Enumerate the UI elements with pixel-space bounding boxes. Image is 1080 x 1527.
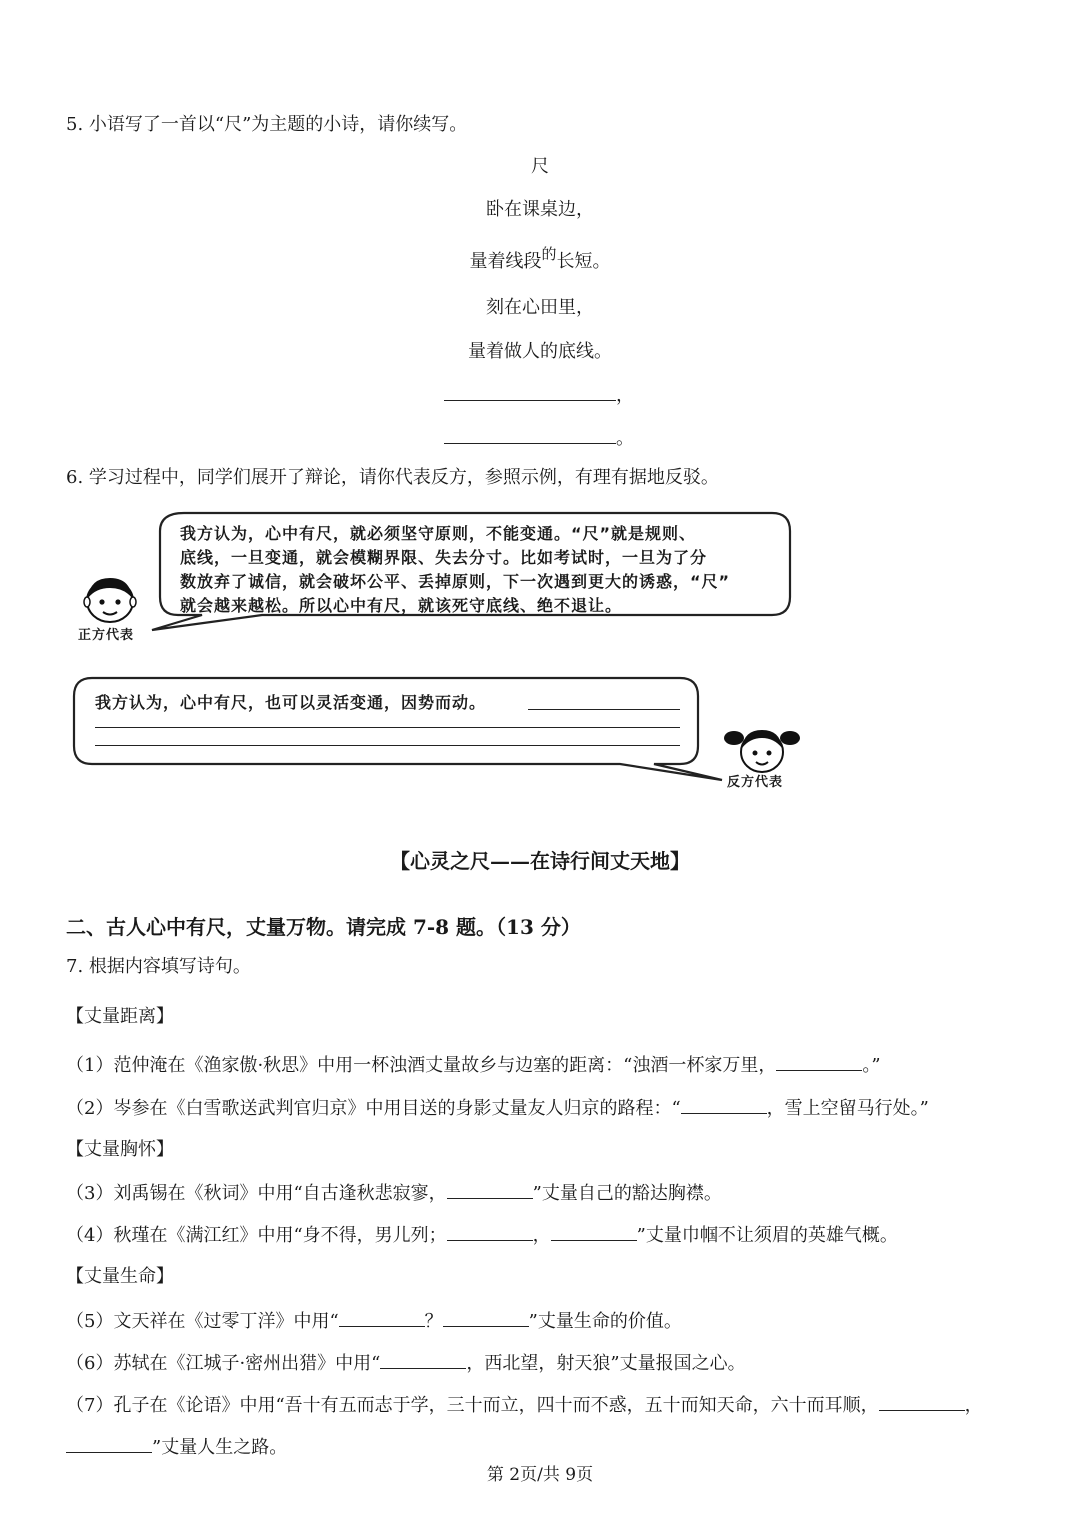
- poem-line-2-a: 量着线段: [469, 251, 542, 272]
- answer-blank[interactable]: [879, 1392, 965, 1411]
- girl-avatar-icon: [722, 724, 802, 776]
- q7-prompt: 7. 根据内容填写诗句。: [66, 956, 251, 977]
- item-6-text: （6）苏轼在《江城子·密州出猎》中用“: [66, 1353, 381, 1374]
- blank-punct: 。: [616, 428, 634, 449]
- pro-line: 就会越来越松。所以心中有尺，就该死守底线、绝不退让。: [180, 596, 623, 615]
- item-2-text: （2）岑参在《白雪歌送武判官归京》中用目送的身影丈量友人归京的路程：“: [66, 1098, 681, 1119]
- con-label: 反方代表: [727, 775, 784, 790]
- item-7-text: （7）孔子在《论语》中用“吾十有五而志于学，三十而立，四十而不惑，五十而知天命，六十而耳顺，: [66, 1395, 879, 1416]
- con-answer-blank-2[interactable]: [95, 727, 680, 728]
- item-7-sep: ，: [964, 1395, 983, 1416]
- con-text: 我方认为，心中有尺，也可以灵活变通，因势而动。: [95, 693, 487, 712]
- item-4: [66, 1222, 898, 1248]
- page-footer: 第 2页/共 9页: [486, 1465, 594, 1485]
- poem-line-2-c: 长短。: [556, 251, 611, 272]
- q5-prompt: 5. 小语写了一首以“尺”为主题的小诗，请你续写。: [66, 114, 468, 135]
- item-3-end: ”丈量自己的豁达胸襟。: [532, 1183, 722, 1204]
- item-7: [66, 1392, 983, 1418]
- category-distance: 【丈量距离】: [66, 1006, 174, 1027]
- pro-argument: [180, 522, 730, 618]
- boy-avatar-icon: [78, 574, 142, 626]
- item-1-end: 。”: [862, 1055, 881, 1076]
- item-1: [66, 1052, 881, 1078]
- answer-blank[interactable]: [444, 382, 616, 401]
- section-title: 【心灵之尺——在诗行间丈天地】: [390, 849, 690, 873]
- category-life: 【丈量生命】: [66, 1266, 174, 1287]
- con-answer-blank-3[interactable]: [95, 745, 680, 746]
- answer-blank[interactable]: [339, 1308, 425, 1327]
- category-mind: 【丈量胸怀】: [66, 1139, 174, 1160]
- con-argument: [95, 690, 486, 713]
- item-5-text: （5）文天祥在《过零丁洋》中用“: [66, 1311, 339, 1332]
- poem-line-2: [0, 245, 1080, 274]
- item-5: [66, 1308, 682, 1334]
- item-6: [66, 1350, 746, 1376]
- item-5-end: ”丈量生命的价值。: [528, 1311, 682, 1332]
- answer-blank[interactable]: [380, 1350, 466, 1369]
- answer-blank[interactable]: [681, 1095, 767, 1114]
- item-7-continued: [66, 1434, 287, 1460]
- item-2: [66, 1095, 929, 1121]
- pro-line: 底线，一旦变通，就会模糊界限、失去分寸。比如考试时，一旦为了分: [180, 548, 708, 567]
- answer-blank[interactable]: [776, 1052, 862, 1071]
- part2-heading: 二、古人心中有尺，丈量万物。请完成 7-8 题。（13 分）: [66, 915, 581, 939]
- pro-line: 数放弃了诚信，就会破坏公平、丢掉原则，下一次遇到更大的诱惑，“尺”: [180, 572, 731, 591]
- pro-label: 正方代表: [78, 628, 135, 643]
- poem-answer-line-2[interactable]: [444, 425, 634, 451]
- answer-blank[interactable]: [447, 1180, 533, 1199]
- poem-line-1: 卧在课桌边，: [486, 199, 594, 220]
- poem-line-3: 刻在心田里，: [486, 297, 594, 318]
- pro-line: 我方认为，心中有尺，就必须坚守原则，不能变通。“尺”就是规则、: [180, 524, 697, 543]
- answer-blank[interactable]: [551, 1222, 637, 1241]
- poem-title: 尺: [531, 156, 549, 177]
- con-answer-blank-1[interactable]: [528, 709, 680, 710]
- item-7-end: ”丈量人生之路。: [152, 1437, 288, 1458]
- item-3-text: （3）刘禹锡在《秋词》中用“自古逢秋悲寂寥，: [66, 1183, 447, 1204]
- answer-blank[interactable]: [447, 1222, 533, 1241]
- item-4-sep: ，: [532, 1225, 551, 1246]
- q6-prompt: 6. 学习过程中，同学们展开了辩论，请你代表反方，参照示例，有理有据地反驳。: [66, 467, 719, 488]
- answer-blank[interactable]: [443, 1308, 529, 1327]
- poem-line-4: 量着做人的底线。: [468, 341, 612, 362]
- blank-punct: ，: [616, 385, 634, 406]
- item-5-sep: ？: [424, 1311, 443, 1332]
- item-4-text: （4）秋瑾在《满江红》中用“身不得，男儿列；: [66, 1225, 447, 1246]
- answer-blank[interactable]: [66, 1434, 152, 1453]
- poem-answer-line-1[interactable]: [444, 382, 634, 408]
- item-4-end: ”丈量巾帼不让须眉的英雄气概。: [636, 1225, 898, 1246]
- item-6-end: ，西北望，射天狼”丈量报国之心。: [466, 1353, 746, 1374]
- item-2-end: ，雪上空留马行处。”: [766, 1098, 929, 1119]
- answer-blank[interactable]: [444, 425, 616, 444]
- item-3: [66, 1180, 722, 1206]
- item-1-text: （1）范仲淹在《渔家傲·秋思》中用一杯浊酒丈量故乡与边塞的距离：“浊酒一杯家万里，: [66, 1055, 777, 1076]
- poem-line-2-b: 的: [541, 245, 557, 263]
